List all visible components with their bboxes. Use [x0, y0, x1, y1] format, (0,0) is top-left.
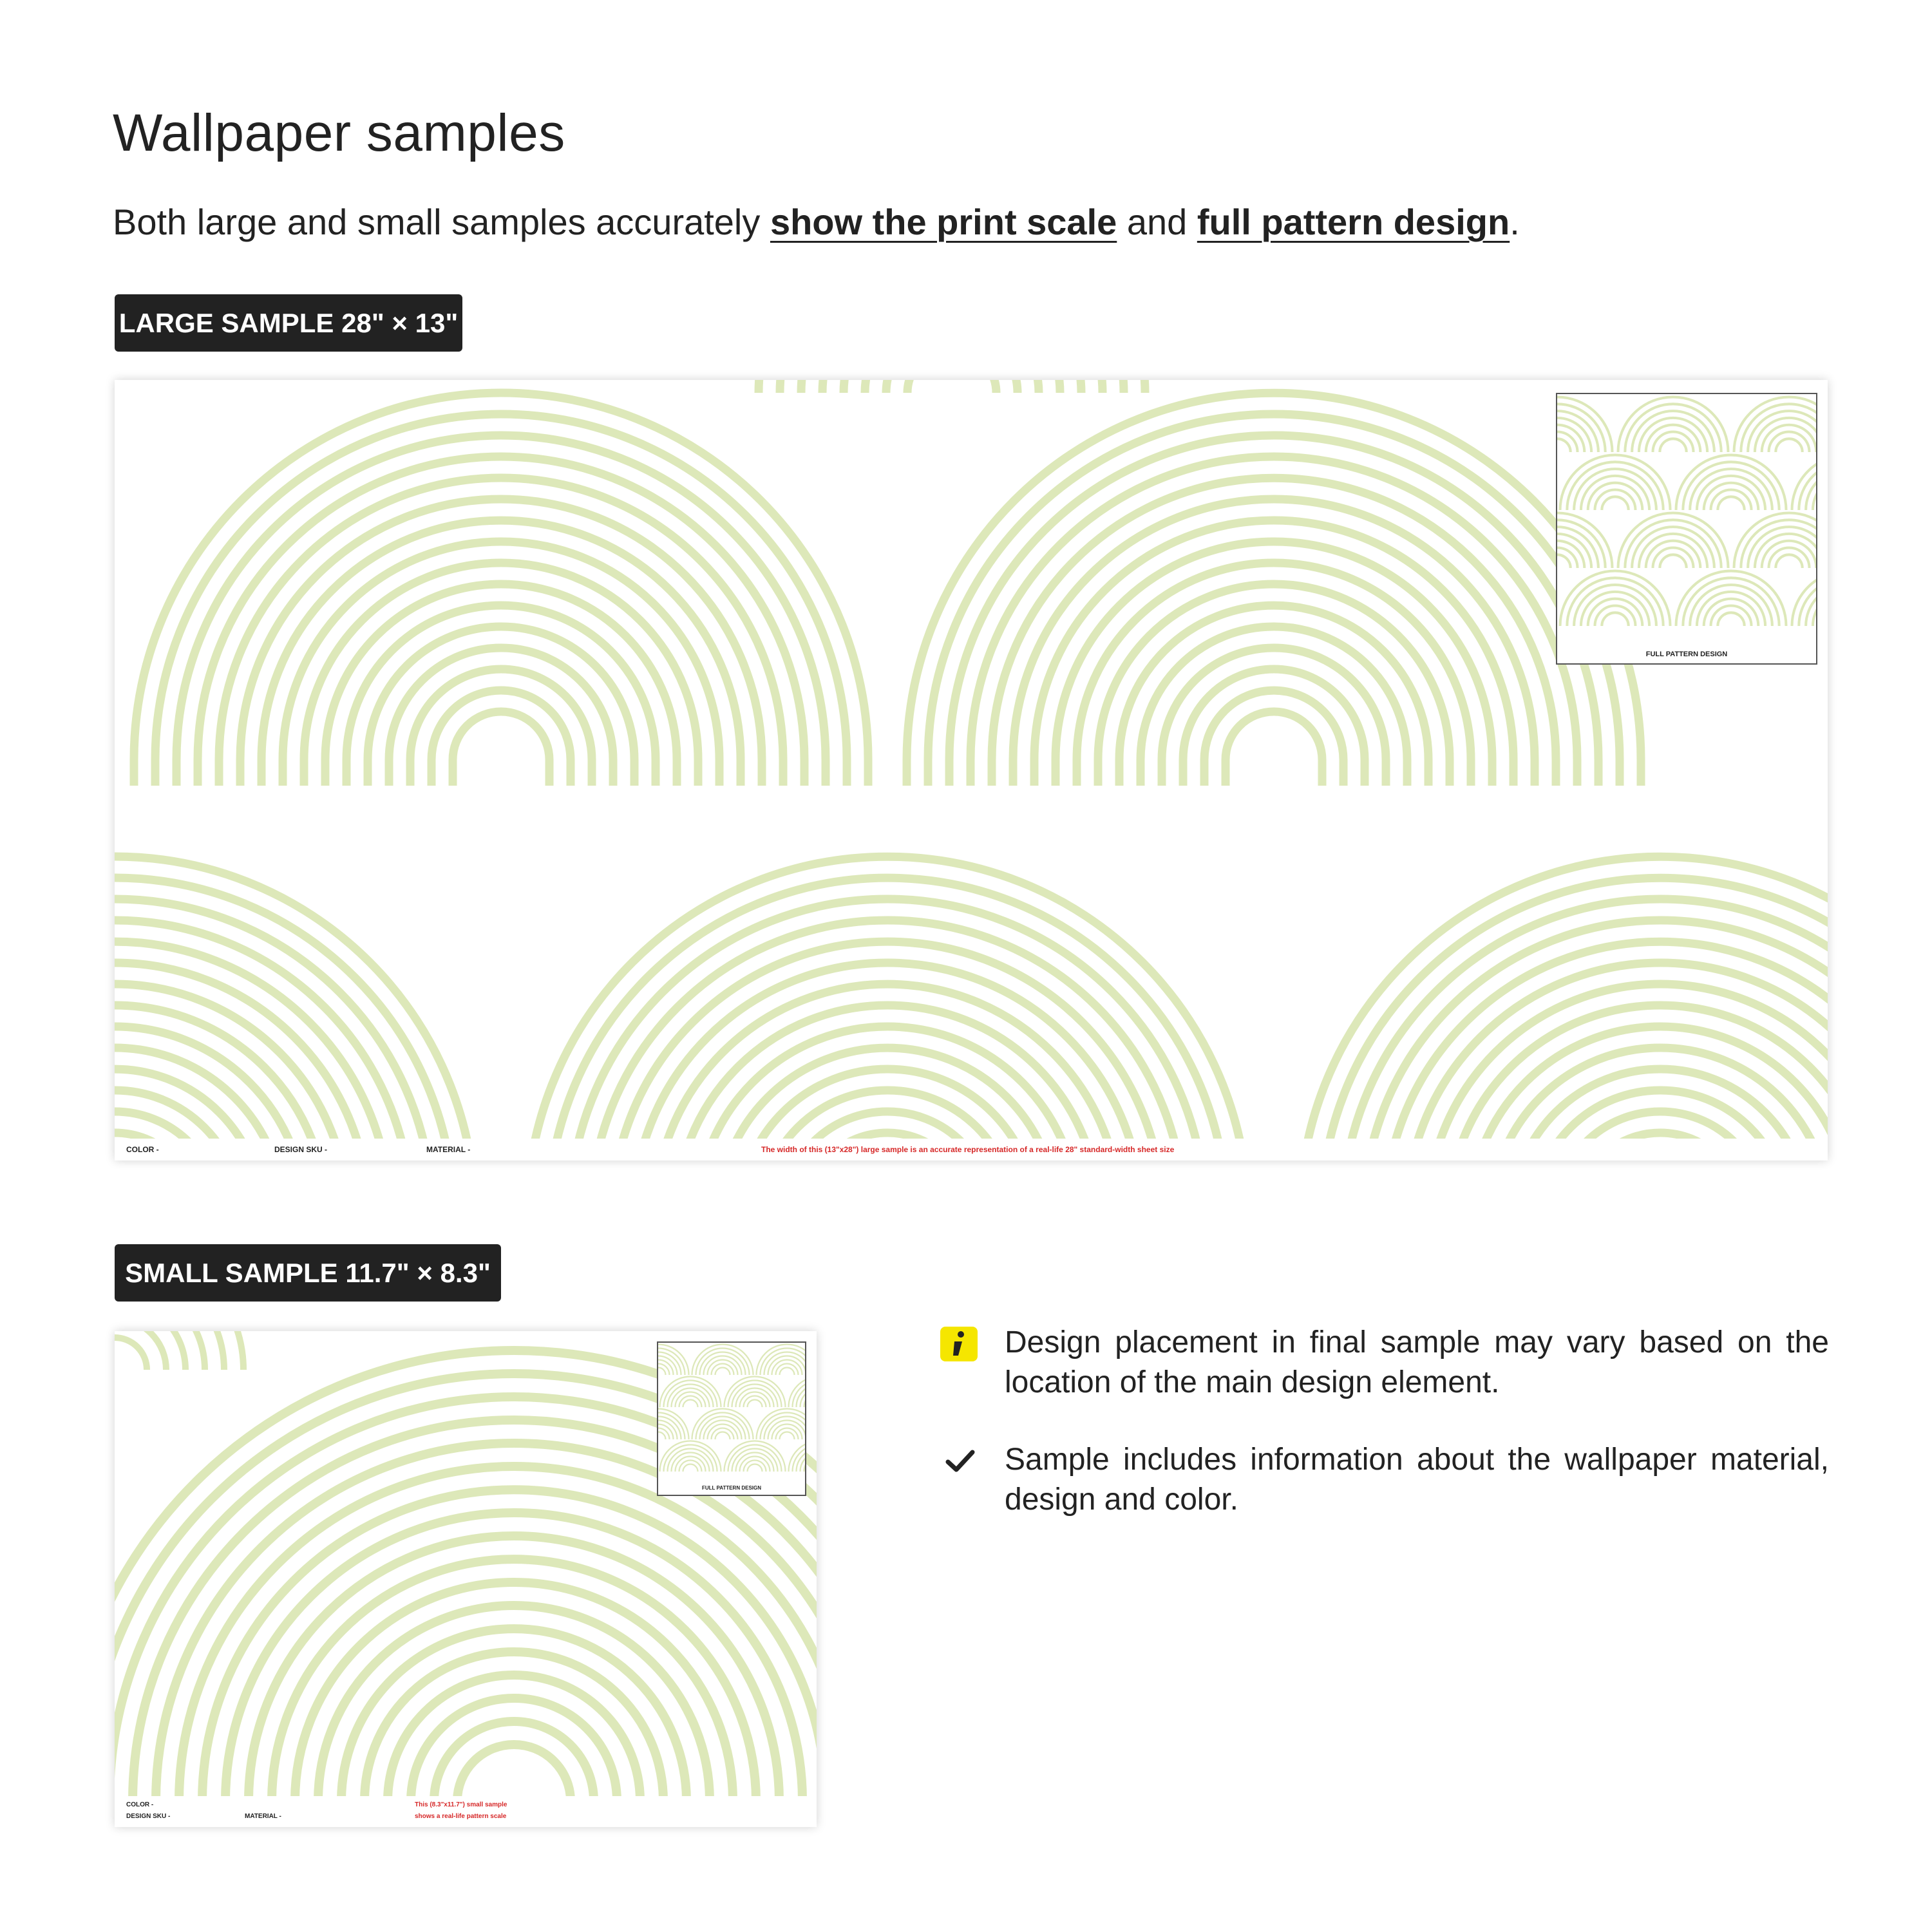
- subtitle-period: .: [1510, 202, 1520, 242]
- large-footer-note: The width of this (13"x28") large sample is an accurate representation of a real-life 28" standard-width sheet size: [761, 1145, 1175, 1154]
- small-full-pattern-thumbnail: [657, 1341, 806, 1496]
- placement-note-text: Design placement in final sample may vary based on the location of the main design element.: [1005, 1325, 1829, 1399]
- small-footer-note-line1: This (8.3"x11.7") small sample: [415, 1801, 507, 1808]
- includes-note-text: Sample includes information about the wallpaper material, design and color.: [1005, 1443, 1829, 1517]
- large-sample-badge: LARGE SAMPLE 28" × 13": [115, 294, 462, 352]
- large-footer-material: MATERIAL -: [426, 1145, 471, 1154]
- full-pattern-link[interactable]: full pattern design: [1197, 202, 1510, 242]
- large-full-pattern-thumbnail: [1556, 393, 1817, 665]
- small-inset-label: FULL PATTERN DESIGN: [702, 1485, 761, 1491]
- large-sample-image: [115, 380, 1828, 1160]
- small-sample-badge: SMALL SAMPLE 11.7" × 8.3": [115, 1244, 501, 1302]
- check-icon: [944, 1445, 976, 1477]
- small-footer-sku: DESIGN SKU -: [126, 1813, 171, 1820]
- small-footer-material: MATERIAL -: [245, 1813, 281, 1820]
- small-sample-image: [115, 1331, 817, 1827]
- page-subtitle: [113, 201, 1520, 243]
- page-title: Wallpaper samples: [113, 104, 565, 162]
- large-footer-color: COLOR -: [126, 1145, 159, 1154]
- placement-note: [940, 1323, 1829, 1406]
- small-footer-note-line2: shows a real-life pattern scale: [415, 1813, 507, 1820]
- subtitle-text: Both large and small samples accurately: [113, 202, 770, 242]
- large-inset-label: FULL PATTERN DESIGN: [1645, 650, 1728, 658]
- small-footer-color: COLOR -: [126, 1801, 154, 1808]
- large-footer-sku: DESIGN SKU -: [274, 1145, 328, 1154]
- includes-note: [940, 1440, 1829, 1524]
- info-icon: [940, 1327, 978, 1361]
- print-scale-link[interactable]: show the print scale: [770, 202, 1117, 242]
- subtitle-text-mid: and: [1117, 202, 1197, 242]
